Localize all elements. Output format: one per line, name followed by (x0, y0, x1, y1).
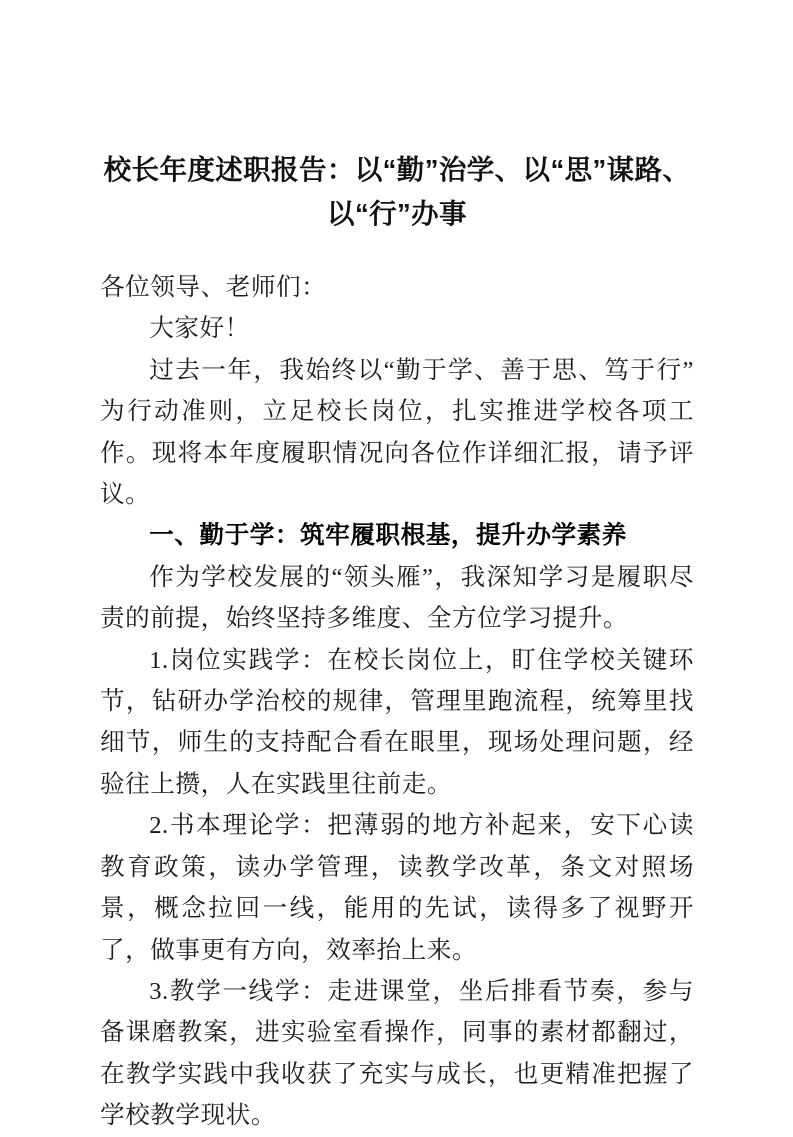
paragraph-section-1-item-3: 3.教学一线学：走进课堂，坐后排看节奏，参与备课磨教案，进实验室看操作，同事的素材都翻过，在教学实践中我收获了充实与成长，也更精准把握了学校教学现状。 (100, 977, 694, 1130)
paragraph-opening: 过去一年，我始终以“勤于学、善于思、笃于行”为行动准则，立足校长岗位，扎实推进学校各项工作。现将本年度履职情况向各位作详细汇报，请予评议。 (100, 356, 694, 509)
paragraph-greeting: 大家好！ (149, 315, 250, 343)
page-title (100, 0, 694, 236)
paragraph-salutation: 各位领导、老师们： (100, 274, 327, 301)
page-title-line-2: “行”办事 (354, 198, 467, 229)
document-body (100, 267, 694, 1137)
document-content-column (100, 0, 694, 1137)
paragraph-section-1-item-1: 1.岗位实践学：在校长岗位上，盯住学校关键环节，钻研办学治校的规律，管理里跑流程，统筹里找细节，师生的支持配合看在眼里，现场处理问题，经验往上攒，人在实践里往前走。 (100, 646, 694, 798)
paragraph-section-1-item-2: 2.书本理论学：把薄弱的地方补起来，安下心读教育政策，读办学管理，读教学改革，条文对照场景，概念拉回一线，能用的先试，读得多了视野开了，做事更有方向，效率抬上来。 (100, 812, 694, 964)
paragraph-section-1-lead: 作为学校发展的“领头雁”，我深知学习是履职尽责的前提，始终坚持多维度、全方位学习提升。 (100, 563, 694, 633)
section-heading-1: 一、勤于学：筑牢履职根基，提升办学素养 (149, 522, 627, 550)
page-title-line-1: 校长年度述职报告：以“勤”治学、以“思”谋路、以 (103, 154, 691, 229)
